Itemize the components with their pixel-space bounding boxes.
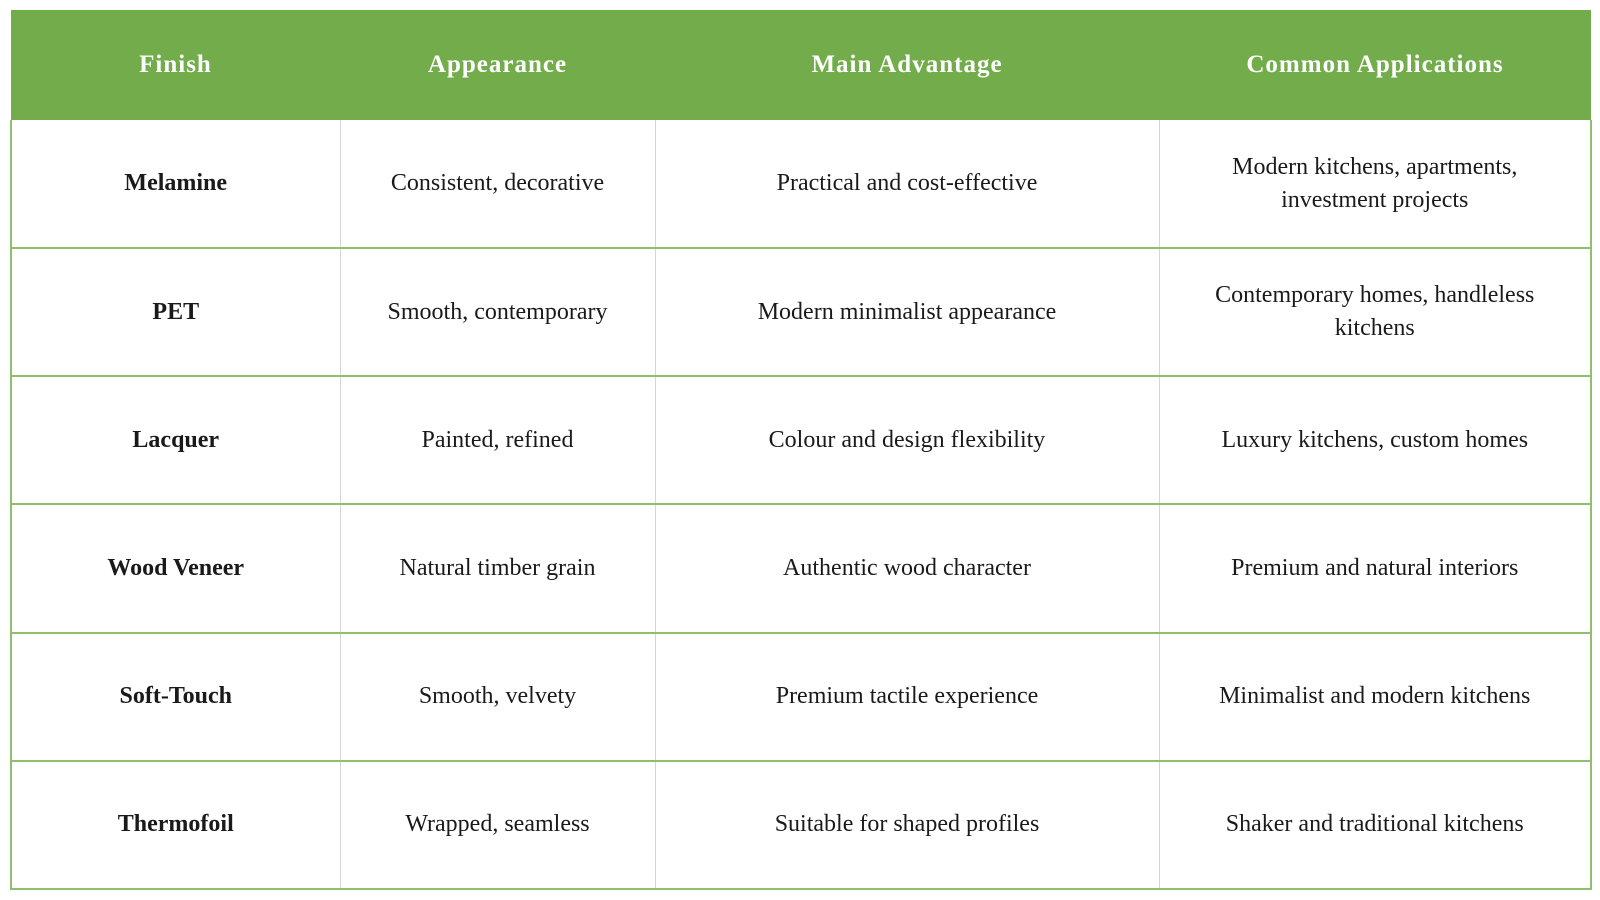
cell-appearance: Smooth, contemporary [340, 248, 655, 376]
cell-main-advantage: Premium tactile experience [655, 633, 1159, 761]
cell-common-applications: Premium and natural interiors [1159, 504, 1591, 632]
table-row [11, 248, 1591, 376]
cell-finish: Wood Veneer [11, 504, 340, 632]
cell-appearance: Consistent, decorative [340, 120, 655, 248]
table-row [11, 761, 1591, 889]
cell-appearance: Natural timber grain [340, 504, 655, 632]
table-row [11, 633, 1591, 761]
table-row [11, 504, 1591, 632]
cell-finish: Melamine [11, 120, 340, 248]
table-row [11, 376, 1591, 504]
finish-comparison-table-container [10, 10, 1590, 890]
cell-appearance: Smooth, velvety [340, 633, 655, 761]
cell-appearance: Painted, refined [340, 376, 655, 504]
header-main-advantage: Main Advantage [655, 10, 1159, 120]
cell-finish: Soft-Touch [11, 633, 340, 761]
cell-common-applications: Modern kitchens, apartments, investment projects [1159, 120, 1591, 248]
cell-common-applications: Luxury kitchens, custom homes [1159, 376, 1591, 504]
cell-main-advantage: Suitable for shaped profiles [655, 761, 1159, 889]
cell-finish: PET [11, 248, 340, 376]
cell-main-advantage: Modern minimalist appearance [655, 248, 1159, 376]
table-row [11, 120, 1591, 248]
cell-common-applications: Minimalist and modern kitchens [1159, 633, 1591, 761]
header-common-applications: Common Applications [1159, 10, 1591, 120]
table-header [11, 10, 1591, 120]
cell-finish: Lacquer [11, 376, 340, 504]
cell-main-advantage: Authentic wood character [655, 504, 1159, 632]
header-finish: Finish [11, 10, 340, 120]
header-row [11, 10, 1591, 120]
cell-main-advantage: Colour and design flexibility [655, 376, 1159, 504]
cell-finish: Thermofoil [11, 761, 340, 889]
cell-appearance: Wrapped, seamless [340, 761, 655, 889]
header-appearance: Appearance [340, 10, 655, 120]
cell-main-advantage: Practical and cost-effective [655, 120, 1159, 248]
table-body [11, 120, 1591, 889]
cell-common-applications: Shaker and traditional kitchens [1159, 761, 1591, 889]
cell-common-applications: Contemporary homes, handleless kitchens [1159, 248, 1591, 376]
finish-comparison-table [10, 10, 1592, 890]
